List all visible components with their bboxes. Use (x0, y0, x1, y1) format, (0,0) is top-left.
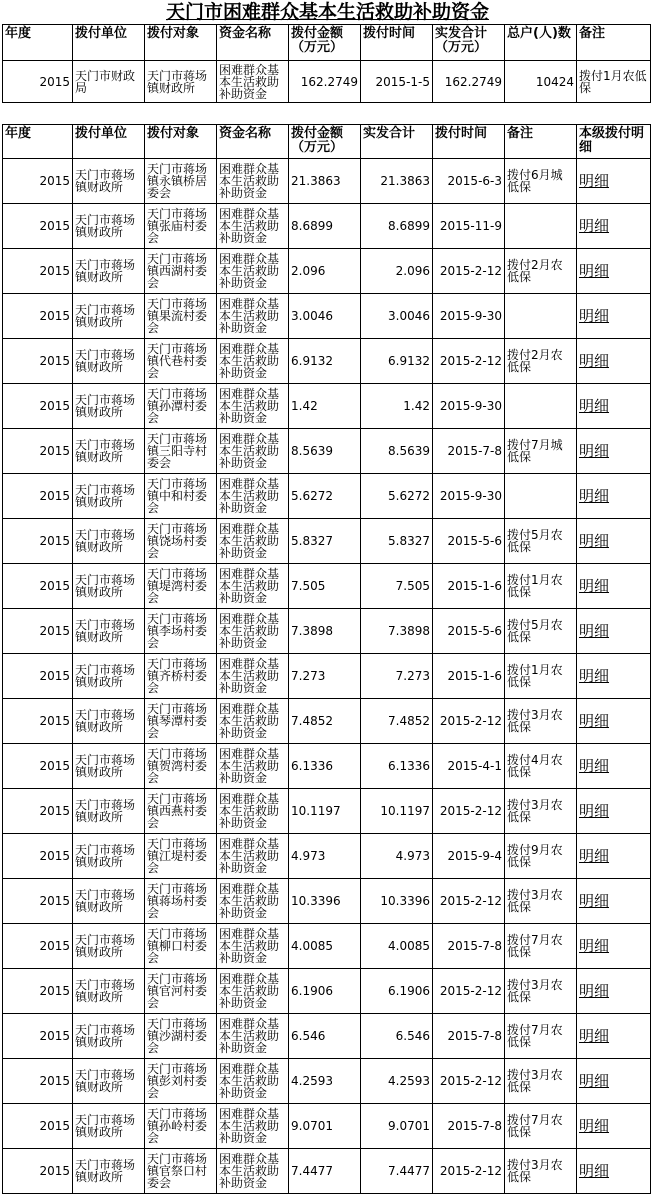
col-header: 拨付金额（万元） (289, 125, 361, 159)
cell-note: 拨付1月农低保 (505, 564, 577, 609)
cell-year: 2015 (3, 384, 73, 429)
cell-amount: 7.4477 (289, 1149, 361, 1194)
cell-target: 天门市蒋场镇官祭口村委会 (145, 1149, 217, 1194)
cell-unit: 天门市蒋场镇财政所 (73, 879, 145, 924)
cell-fund: 困难群众基本生活救助补助资金 (217, 969, 289, 1014)
cell-date: 2015-6-3 (433, 159, 505, 204)
cell-total: 7.3898 (361, 609, 433, 654)
cell-unit: 天门市蒋场镇财政所 (73, 654, 145, 699)
summary-row (3, 61, 651, 103)
cell-fund: 困难群众基本生活救助补助资金 (217, 1014, 289, 1059)
cell-total: 8.6899 (361, 204, 433, 249)
cell-year: 2015 (3, 744, 73, 789)
cell-amount: 5.6272 (289, 474, 361, 519)
cell-year: 2015 (3, 159, 73, 204)
col-header: 备注 (577, 25, 651, 61)
cell-total: 2.096 (361, 249, 433, 294)
detail-link[interactable]: 明细 (579, 1161, 610, 1180)
cell-target: 天门市蒋场镇彭刘村委会 (145, 1059, 217, 1104)
cell-year: 2015 (3, 789, 73, 834)
detail-link[interactable]: 明细 (579, 441, 610, 460)
cell-amount: 8.6899 (289, 204, 361, 249)
cell-amount: 6.546 (289, 1014, 361, 1059)
detail-link[interactable]: 明细 (579, 171, 610, 190)
cell-date: 2015-1-5 (361, 61, 433, 103)
col-header: 拨付时间 (361, 25, 433, 61)
cell-date: 2015-2-12 (433, 1149, 505, 1194)
table-row (3, 1014, 651, 1059)
table-row (3, 294, 651, 339)
detail-link[interactable]: 明细 (579, 801, 610, 820)
cell-fund: 困难群众基本生活救助补助资金 (217, 1149, 289, 1194)
cell-note: 拨付3月农低保 (505, 1059, 577, 1104)
cell-target: 天门市蒋场镇江堤村委会 (145, 834, 217, 879)
cell-unit: 天门市蒋场镇财政所 (73, 1059, 145, 1104)
table-row (3, 159, 651, 204)
table-row (3, 834, 651, 879)
cell-target: 天门市蒋场镇孙岭村委会 (145, 1104, 217, 1149)
cell-target: 天门市蒋场镇柳口村委会 (145, 924, 217, 969)
cell-fund: 困难群众基本生活救助补助资金 (217, 879, 289, 924)
cell-fund: 困难群众基本生活救助补助资金 (217, 654, 289, 699)
cell-target: 天门市蒋场镇代巷村委会 (145, 339, 217, 384)
page-title: 天门市困难群众基本生活救助补助资金 (165, 1, 489, 23)
cell-fund: 困难群众基本生活救助补助资金 (217, 61, 289, 103)
cell-year: 2015 (3, 294, 73, 339)
cell-date: 2015-7-8 (433, 1104, 505, 1149)
col-header: 拨付单位 (73, 125, 145, 159)
col-header: 年度 (3, 125, 73, 159)
detail-link[interactable]: 明细 (579, 351, 610, 370)
cell-amount: 6.1336 (289, 744, 361, 789)
cell-fund: 困难群众基本生活救助补助资金 (217, 1059, 289, 1104)
detail-header-row (3, 125, 651, 159)
cell-detail (577, 744, 651, 789)
cell-note (505, 204, 577, 249)
cell-date: 2015-2-12 (433, 969, 505, 1014)
cell-date: 2015-7-8 (433, 1014, 505, 1059)
cell-amount: 7.505 (289, 564, 361, 609)
cell-target: 天门市蒋场镇中和村委会 (145, 474, 217, 519)
cell-detail (577, 879, 651, 924)
col-header: 资金名称 (217, 125, 289, 159)
cell-note: 拨付2月农低保 (505, 249, 577, 294)
cell-target: 天门市蒋场镇蒋场村委会 (145, 879, 217, 924)
cell-year: 2015 (3, 834, 73, 879)
table-row (3, 699, 651, 744)
cell-detail (577, 1104, 651, 1149)
cell-target: 天门市蒋场镇永镇桥居委会 (145, 159, 217, 204)
cell-amount: 2.096 (289, 249, 361, 294)
cell-detail (577, 294, 651, 339)
cell-note: 拨付3月农低保 (505, 969, 577, 1014)
cell-unit: 天门市蒋场镇财政所 (73, 924, 145, 969)
cell-target: 天门市蒋场镇贺湾村委会 (145, 744, 217, 789)
detail-link[interactable]: 明细 (579, 936, 610, 955)
cell-total: 21.3863 (361, 159, 433, 204)
detail-link[interactable]: 明细 (579, 711, 610, 730)
table-row (3, 249, 651, 294)
cell-amount: 7.4852 (289, 699, 361, 744)
cell-total: 7.505 (361, 564, 433, 609)
cell-detail (577, 474, 651, 519)
cell-detail (577, 1014, 651, 1059)
cell-total: 3.0046 (361, 294, 433, 339)
cell-unit: 天门市蒋场镇财政所 (73, 249, 145, 294)
cell-date: 2015-2-12 (433, 1059, 505, 1104)
cell-unit: 天门市蒋场镇财政所 (73, 384, 145, 429)
cell-target: 天门市蒋场镇官河村委会 (145, 969, 217, 1014)
col-header: 资金名称 (217, 25, 289, 61)
cell-year: 2015 (3, 924, 73, 969)
cell-detail (577, 339, 651, 384)
detail-link[interactable]: 明细 (579, 216, 610, 235)
cell-date: 2015-1-6 (433, 564, 505, 609)
cell-unit: 天门市蒋场镇财政所 (73, 159, 145, 204)
cell-detail (577, 969, 651, 1014)
cell-unit: 天门市财政局 (73, 61, 145, 103)
cell-year: 2015 (3, 699, 73, 744)
detail-link[interactable]: 明细 (579, 756, 610, 775)
col-header: 拨付金额（万元） (289, 25, 361, 61)
cell-total: 9.0701 (361, 1104, 433, 1149)
detail-link[interactable]: 明细 (579, 846, 610, 865)
cell-target: 天门市蒋场镇沙湖村委会 (145, 1014, 217, 1059)
cell-target: 天门市蒋场镇琴潭村委会 (145, 699, 217, 744)
cell-year: 2015 (3, 249, 73, 294)
cell-year: 2015 (3, 969, 73, 1014)
cell-total: 4.2593 (361, 1059, 433, 1104)
cell-target: 天门市蒋场镇李场村委会 (145, 609, 217, 654)
cell-date: 2015-5-6 (433, 609, 505, 654)
cell-amount: 21.3863 (289, 159, 361, 204)
cell-amount: 6.9132 (289, 339, 361, 384)
cell-total: 162.2749 (433, 61, 505, 103)
cell-date: 2015-9-30 (433, 294, 505, 339)
cell-detail (577, 384, 651, 429)
cell-detail (577, 204, 651, 249)
cell-fund: 困难群众基本生活救助补助资金 (217, 789, 289, 834)
cell-amount: 5.8327 (289, 519, 361, 564)
cell-target: 天门市蒋场镇孙潭村委会 (145, 384, 217, 429)
col-header: 年度 (3, 25, 73, 61)
cell-target: 天门市蒋场镇堤湾村委会 (145, 564, 217, 609)
cell-fund: 困难群众基本生活救助补助资金 (217, 429, 289, 474)
cell-date: 2015-9-4 (433, 834, 505, 879)
cell-detail (577, 609, 651, 654)
col-header: 备注 (505, 125, 577, 159)
cell-note (505, 384, 577, 429)
cell-note: 拨付4月农低保 (505, 744, 577, 789)
cell-total: 7.273 (361, 654, 433, 699)
cell-amount: 4.2593 (289, 1059, 361, 1104)
cell-fund: 困难群众基本生活救助补助资金 (217, 699, 289, 744)
cell-unit: 天门市蒋场镇财政所 (73, 1014, 145, 1059)
cell-note: 拨付5月农低保 (505, 519, 577, 564)
cell-detail (577, 159, 651, 204)
cell-note: 拨付1月农低保 (505, 654, 577, 699)
cell-date: 2015-2-12 (433, 699, 505, 744)
detail-link[interactable]: 明细 (579, 666, 610, 685)
cell-total: 4.0085 (361, 924, 433, 969)
cell-detail (577, 1059, 651, 1104)
cell-total: 8.5639 (361, 429, 433, 474)
col-header: 本级拨付明细 (577, 125, 651, 159)
cell-total: 10.3396 (361, 879, 433, 924)
table-row (3, 474, 651, 519)
cell-year: 2015 (3, 204, 73, 249)
cell-detail (577, 564, 651, 609)
cell-unit: 天门市蒋场镇财政所 (73, 204, 145, 249)
cell-total: 4.973 (361, 834, 433, 879)
cell-unit: 天门市蒋场镇财政所 (73, 834, 145, 879)
cell-note: 拨付3月农低保 (505, 699, 577, 744)
col-header: 总户(人)数 (505, 25, 577, 61)
cell-date: 2015-2-12 (433, 249, 505, 294)
cell-amount: 10.1197 (289, 789, 361, 834)
col-header: 实发合计（万元） (433, 25, 505, 61)
cell-year: 2015 (3, 474, 73, 519)
table-row (3, 654, 651, 699)
table-row (3, 879, 651, 924)
cell-fund: 困难群众基本生活救助补助资金 (217, 294, 289, 339)
cell-total: 6.546 (361, 1014, 433, 1059)
cell-fund: 困难群众基本生活救助补助资金 (217, 744, 289, 789)
detail-link[interactable]: 明细 (579, 486, 610, 505)
cell-amount: 4.0085 (289, 924, 361, 969)
cell-unit: 天门市蒋场镇财政所 (73, 474, 145, 519)
cell-detail (577, 699, 651, 744)
summary-header-row (3, 25, 651, 61)
cell-note: 拨付1月农低保 (577, 61, 651, 103)
cell-amount: 1.42 (289, 384, 361, 429)
cell-amount: 6.1906 (289, 969, 361, 1014)
col-header: 拨付对象 (145, 25, 217, 61)
col-header: 拨付对象 (145, 125, 217, 159)
cell-total: 6.1906 (361, 969, 433, 1014)
cell-note: 拨付7月农低保 (505, 924, 577, 969)
table-row (3, 1059, 651, 1104)
detail-link[interactable]: 明细 (579, 1026, 610, 1045)
detail-link[interactable]: 明细 (579, 891, 610, 910)
cell-total: 6.9132 (361, 339, 433, 384)
cell-note: 拨付3月农低保 (505, 1149, 577, 1194)
cell-date: 2015-9-30 (433, 474, 505, 519)
cell-fund: 困难群众基本生活救助补助资金 (217, 159, 289, 204)
cell-year: 2015 (3, 339, 73, 384)
cell-fund: 困难群众基本生活救助补助资金 (217, 339, 289, 384)
cell-note: 拨付3月农低保 (505, 789, 577, 834)
cell-total: 10.1197 (361, 789, 433, 834)
cell-note: 拨付5月农低保 (505, 609, 577, 654)
cell-note: 拨付6月城低保 (505, 159, 577, 204)
summary-table (2, 24, 651, 103)
cell-detail (577, 834, 651, 879)
table-row (3, 384, 651, 429)
cell-target: 天门市蒋场镇财政所 (145, 61, 217, 103)
cell-target: 天门市蒋场镇三阳寺村委会 (145, 429, 217, 474)
cell-note: 拨付7月农低保 (505, 1104, 577, 1149)
cell-total: 5.8327 (361, 519, 433, 564)
cell-year: 2015 (3, 519, 73, 564)
cell-fund: 困难群众基本生活救助补助资金 (217, 924, 289, 969)
cell-date: 2015-7-8 (433, 429, 505, 474)
table-row (3, 924, 651, 969)
cell-target: 天门市蒋场镇饶场村委会 (145, 519, 217, 564)
cell-fund: 困难群众基本生活救助补助资金 (217, 249, 289, 294)
cell-date: 2015-1-6 (433, 654, 505, 699)
cell-fund: 困难群众基本生活救助补助资金 (217, 564, 289, 609)
cell-year: 2015 (3, 1014, 73, 1059)
cell-fund: 困难群众基本生活救助补助资金 (217, 609, 289, 654)
cell-total: 5.6272 (361, 474, 433, 519)
cell-note (505, 474, 577, 519)
cell-fund: 困难群众基本生活救助补助资金 (217, 384, 289, 429)
cell-detail (577, 519, 651, 564)
cell-unit: 天门市蒋场镇财政所 (73, 789, 145, 834)
cell-unit: 天门市蒋场镇财政所 (73, 294, 145, 339)
cell-note: 拨付7月城低保 (505, 429, 577, 474)
cell-year: 2015 (3, 654, 73, 699)
detail-link[interactable]: 明细 (579, 981, 610, 1000)
table-row (3, 429, 651, 474)
cell-unit: 天门市蒋场镇财政所 (73, 429, 145, 474)
cell-date: 2015-5-6 (433, 519, 505, 564)
cell-detail (577, 1149, 651, 1194)
cell-year: 2015 (3, 61, 73, 103)
cell-target: 天门市蒋场镇西湖村委会 (145, 249, 217, 294)
detail-link[interactable]: 明细 (579, 306, 610, 325)
cell-fund: 困难群众基本生活救助补助资金 (217, 834, 289, 879)
cell-unit: 天门市蒋场镇财政所 (73, 1149, 145, 1194)
cell-year: 2015 (3, 564, 73, 609)
cell-detail (577, 654, 651, 699)
detail-link[interactable]: 明细 (579, 531, 610, 550)
cell-note: 拨付3月农低保 (505, 879, 577, 924)
table-row (3, 339, 651, 384)
detail-link[interactable]: 明细 (579, 1116, 610, 1135)
col-header: 拨付时间 (433, 125, 505, 159)
cell-date: 2015-2-12 (433, 339, 505, 384)
cell-year: 2015 (3, 429, 73, 474)
cell-date: 2015-11-9 (433, 204, 505, 249)
detail-link[interactable]: 明细 (579, 1071, 610, 1090)
cell-fund: 困难群众基本生活救助补助资金 (217, 474, 289, 519)
cell-total: 1.42 (361, 384, 433, 429)
cell-unit: 天门市蒋场镇财政所 (73, 609, 145, 654)
cell-year: 2015 (3, 609, 73, 654)
table-row (3, 564, 651, 609)
detail-link[interactable]: 明细 (579, 261, 610, 280)
cell-amount: 9.0701 (289, 1104, 361, 1149)
cell-unit: 天门市蒋场镇财政所 (73, 969, 145, 1014)
cell-unit: 天门市蒋场镇财政所 (73, 744, 145, 789)
detail-link[interactable]: 明细 (579, 576, 610, 595)
cell-amount: 8.5639 (289, 429, 361, 474)
cell-note: 拨付7月农低保 (505, 1014, 577, 1059)
cell-target: 天门市蒋场镇果流村委会 (145, 294, 217, 339)
table-row (3, 1104, 651, 1149)
cell-unit: 天门市蒋场镇财政所 (73, 564, 145, 609)
cell-detail (577, 429, 651, 474)
cell-date: 2015-7-8 (433, 924, 505, 969)
cell-amount: 162.2749 (289, 61, 361, 103)
cell-date: 2015-2-12 (433, 789, 505, 834)
cell-note: 拨付2月农低保 (505, 339, 577, 384)
cell-target: 天门市蒋场镇西燕村委会 (145, 789, 217, 834)
cell-unit: 天门市蒋场镇财政所 (73, 1104, 145, 1149)
cell-date: 2015-2-12 (433, 879, 505, 924)
cell-detail (577, 789, 651, 834)
cell-total: 7.4852 (361, 699, 433, 744)
cell-total: 7.4477 (361, 1149, 433, 1194)
cell-unit: 天门市蒋场镇财政所 (73, 699, 145, 744)
cell-target: 天门市蒋场镇齐桥村委会 (145, 654, 217, 699)
table-row (3, 789, 651, 834)
cell-total: 6.1336 (361, 744, 433, 789)
detail-link[interactable]: 明细 (579, 396, 610, 415)
cell-date: 2015-9-30 (433, 384, 505, 429)
cell-fund: 困难群众基本生活救助补助资金 (217, 1104, 289, 1149)
col-header: 实发合计 (361, 125, 433, 159)
cell-amount: 7.3898 (289, 609, 361, 654)
cell-unit: 天门市蒋场镇财政所 (73, 339, 145, 384)
cell-amount: 7.273 (289, 654, 361, 699)
col-header: 拨付单位 (73, 25, 145, 61)
detail-link[interactable]: 明细 (579, 621, 610, 640)
cell-note: 拨付9月农低保 (505, 834, 577, 879)
cell-date: 2015-4-1 (433, 744, 505, 789)
cell-year: 2015 (3, 879, 73, 924)
cell-detail (577, 924, 651, 969)
detail-body (3, 159, 651, 1194)
table-row (3, 204, 651, 249)
cell-year: 2015 (3, 1149, 73, 1194)
cell-count: 10424 (505, 61, 577, 103)
table-row (3, 609, 651, 654)
cell-amount: 4.973 (289, 834, 361, 879)
cell-year: 2015 (3, 1059, 73, 1104)
cell-note (505, 294, 577, 339)
table-row (3, 744, 651, 789)
cell-fund: 困难群众基本生活救助补助资金 (217, 204, 289, 249)
table-row (3, 519, 651, 564)
table-row (3, 1149, 651, 1194)
detail-table (2, 124, 651, 1194)
cell-target: 天门市蒋场镇张庙村委会 (145, 204, 217, 249)
cell-amount: 10.3396 (289, 879, 361, 924)
cell-detail (577, 249, 651, 294)
cell-amount: 3.0046 (289, 294, 361, 339)
cell-unit: 天门市蒋场镇财政所 (73, 519, 145, 564)
cell-fund: 困难群众基本生活救助补助资金 (217, 519, 289, 564)
table-row (3, 969, 651, 1014)
cell-year: 2015 (3, 1104, 73, 1149)
